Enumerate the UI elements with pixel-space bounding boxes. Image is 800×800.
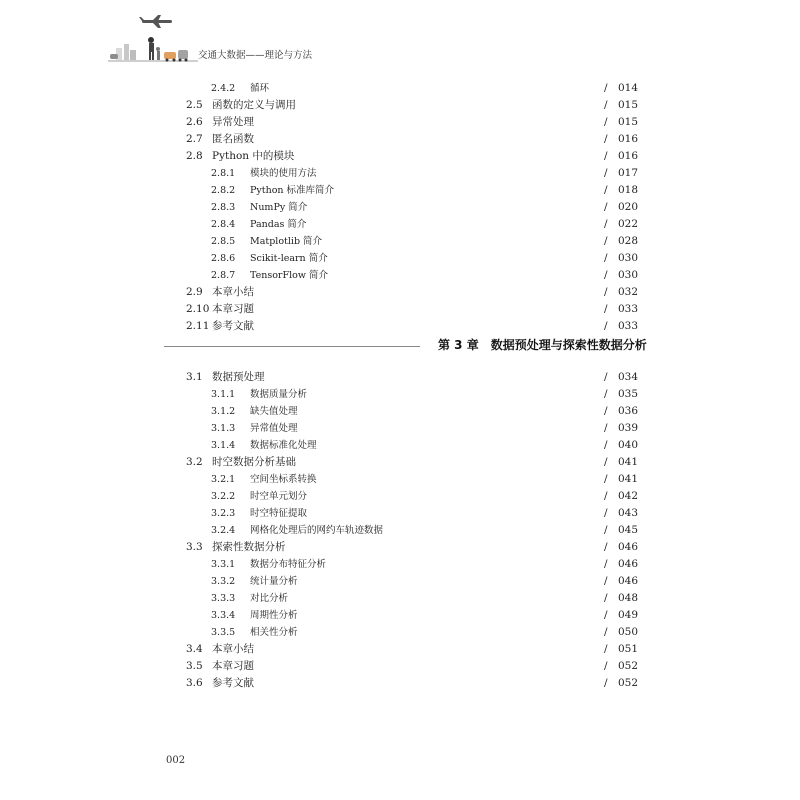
toc-entry-number: 3.2.2 <box>211 491 236 502</box>
toc-entry-title[interactable]: 缺失值处理 <box>250 406 298 417</box>
toc-entry-page: 030 <box>618 252 639 264</box>
toc-entry-title[interactable]: 空间坐标系转换 <box>250 474 317 485</box>
toc-entry-page: 049 <box>618 609 639 621</box>
toc-entry[interactable] <box>186 250 639 267</box>
toc-entry-title[interactable]: 本章小结 <box>212 286 254 298</box>
toc-entry-number: 2.8.4 <box>211 219 236 230</box>
toc-entry-number: 3.2.1 <box>211 474 236 485</box>
toc-entry[interactable] <box>186 624 639 641</box>
toc-separator: / <box>604 541 608 553</box>
toc-entry-title[interactable]: 相关性分析 <box>250 627 298 638</box>
toc-separator: / <box>604 371 608 383</box>
toc-entry-page: 028 <box>618 235 639 247</box>
toc-entry-title[interactable]: NumPy 简介 <box>250 202 308 213</box>
toc-entry[interactable] <box>186 539 639 556</box>
chapter-3-title[interactable]: 第 3 章 数据预处理与探索性数据分析 <box>438 338 647 352</box>
toc-entry-number: 2.8.1 <box>211 168 236 179</box>
toc-separator: / <box>604 388 608 400</box>
toc-entry[interactable] <box>186 182 639 199</box>
toc-entry-number: 3.2.4 <box>211 525 236 536</box>
toc-entry-page: 051 <box>618 643 639 655</box>
toc-entry[interactable] <box>186 675 639 692</box>
toc-entry-page: 018 <box>618 184 639 196</box>
toc-entry-title[interactable]: 数据标准化处理 <box>250 440 317 451</box>
toc-entry[interactable] <box>186 522 639 539</box>
toc-entry-title[interactable]: Matplotlib 简介 <box>250 236 323 247</box>
toc-entry-number: 2.6 <box>186 116 203 128</box>
toc-entry-title[interactable]: 探索性数据分析 <box>212 541 286 553</box>
toc-entry-number: 2.8.2 <box>211 185 236 196</box>
toc-entry-page: 017 <box>618 167 639 179</box>
toc-entry-number: 3.1.2 <box>211 406 236 417</box>
toc-separator: / <box>604 269 608 281</box>
toc-entry[interactable] <box>186 216 639 233</box>
toc-entry-number: 2.8.6 <box>211 253 236 264</box>
toc-entry-page: 036 <box>618 405 639 417</box>
toc-entry-page: 041 <box>618 456 639 468</box>
toc-entry[interactable] <box>186 641 639 658</box>
toc-entry-title[interactable]: Python 标准库简介 <box>250 185 335 196</box>
toc-entry-title[interactable]: 参考文献 <box>212 320 254 332</box>
toc-entry-title[interactable]: Scikit-learn 简介 <box>250 253 328 264</box>
toc-entry-number: 3.3.5 <box>211 627 236 638</box>
toc-entry[interactable] <box>186 199 639 216</box>
toc-entry[interactable] <box>186 131 639 148</box>
toc-entry-title[interactable]: Pandas 简介 <box>250 219 307 230</box>
toc-separator: / <box>604 167 608 179</box>
toc-entry[interactable] <box>186 454 639 471</box>
toc-entry[interactable] <box>186 301 639 318</box>
toc-entry-title[interactable]: 参考文献 <box>212 677 254 689</box>
toc-entry-number: 3.3.3 <box>211 593 236 604</box>
toc-separator: / <box>604 82 608 94</box>
toc-entry-number: 2.8.3 <box>211 202 236 213</box>
toc-entry-page: 039 <box>618 422 639 434</box>
toc-entry[interactable] <box>186 590 639 607</box>
toc-separator: / <box>604 592 608 604</box>
toc-entry-page: 040 <box>618 439 639 451</box>
toc-entry-title[interactable]: 异常值处理 <box>250 423 298 434</box>
toc-entry-number: 3.5 <box>186 660 203 672</box>
toc-separator: / <box>604 575 608 587</box>
toc-entry-page: 033 <box>618 320 639 332</box>
toc-entry-page: 046 <box>618 541 639 553</box>
toc-separator: / <box>604 320 608 332</box>
toc-entry-number: 3.1.4 <box>211 440 236 451</box>
toc-entry-number: 2.8 <box>186 150 203 162</box>
toc-entry-page: 050 <box>618 626 639 638</box>
toc-entry-page: 052 <box>618 660 639 672</box>
toc-entry-page: 030 <box>618 269 639 281</box>
toc-separator: / <box>604 456 608 468</box>
toc-entry-number: 2.11 <box>186 320 210 332</box>
toc-separator: / <box>604 252 608 264</box>
toc-separator: / <box>604 184 608 196</box>
toc-entry-number: 3.1.1 <box>211 389 236 400</box>
toc-separator: / <box>604 626 608 638</box>
toc-entry[interactable] <box>186 267 639 284</box>
toc-entry-title[interactable]: 数据质量分析 <box>250 389 308 400</box>
toc-entry-page: 016 <box>618 133 639 145</box>
toc-entry-page: 046 <box>618 558 639 570</box>
toc-entry[interactable] <box>186 369 639 386</box>
toc-entry-number: 3.6 <box>186 677 203 689</box>
toc-entry-number: 3.2 <box>186 456 203 468</box>
toc-entry-page: 043 <box>618 507 639 519</box>
toc-entry-number: 3.1 <box>186 371 203 383</box>
toc-separator: / <box>604 133 608 145</box>
toc-separator: / <box>604 439 608 451</box>
toc-entry-number: 3.3.1 <box>211 559 236 570</box>
toc-entry-title[interactable]: 匿名函数 <box>212 133 254 145</box>
toc-entry-page: 020 <box>618 201 639 213</box>
toc-entry-number: 3.3.4 <box>211 610 236 621</box>
toc-entry-page: 048 <box>618 592 639 604</box>
toc-entry[interactable] <box>186 80 639 97</box>
toc-entry-page: 015 <box>618 116 639 128</box>
toc-section-chapter-2 <box>186 80 639 335</box>
toc-entry-title[interactable]: 本章小结 <box>212 643 254 655</box>
toc-entry-number: 3.4 <box>186 643 203 655</box>
toc-entry-number: 3.2.3 <box>211 508 236 519</box>
toc-entry-page: 032 <box>618 286 639 298</box>
toc-separator: / <box>604 507 608 519</box>
toc-entry-number: 2.9 <box>186 286 203 298</box>
toc-entry-title[interactable]: 数据预处理 <box>212 371 265 383</box>
toc-entry[interactable] <box>186 233 639 250</box>
page-number: 002 <box>166 755 186 766</box>
toc-separator: / <box>604 116 608 128</box>
toc-separator: / <box>604 643 608 655</box>
toc-entry-page: 015 <box>618 99 639 111</box>
toc-entry[interactable] <box>186 403 639 420</box>
chapter-divider-line <box>164 346 420 347</box>
toc-entry-page: 035 <box>618 388 639 400</box>
toc-entry[interactable] <box>186 284 639 301</box>
toc-separator: / <box>604 218 608 230</box>
toc-entry-title[interactable]: 函数的定义与调用 <box>212 99 296 111</box>
toc-entry[interactable] <box>186 658 639 675</box>
toc-entry-title[interactable]: 本章习题 <box>212 660 254 672</box>
toc-entry-title[interactable]: Python 中的模块 <box>212 150 295 162</box>
toc-separator: / <box>604 473 608 485</box>
toc-separator: / <box>604 660 608 672</box>
toc-separator: / <box>604 677 608 689</box>
toc-entry[interactable] <box>186 573 639 590</box>
toc-entry[interactable] <box>186 488 639 505</box>
toc-entry-number: 2.5 <box>186 99 203 111</box>
toc-separator: / <box>604 150 608 162</box>
toc-entry-page: 042 <box>618 490 639 502</box>
toc-separator: / <box>604 303 608 315</box>
toc-entry[interactable] <box>186 386 639 403</box>
toc-entry-number: 2.8.7 <box>211 270 236 281</box>
traffic-illustration-icon <box>108 14 308 70</box>
toc-separator: / <box>604 558 608 570</box>
toc-entry-title[interactable]: 异常处理 <box>212 116 254 128</box>
toc-entry-number: 2.7 <box>186 133 203 145</box>
toc-separator: / <box>604 609 608 621</box>
toc-entry-page: 034 <box>618 371 639 383</box>
toc-entry-title[interactable]: 时空单元划分 <box>250 491 308 502</box>
toc-entry-page: 033 <box>618 303 639 315</box>
toc-entry-title[interactable]: 对比分析 <box>250 593 289 604</box>
toc-entry-title[interactable]: 周期性分析 <box>250 610 298 621</box>
toc-entry-title[interactable]: 循环 <box>250 83 270 94</box>
toc-entry-title[interactable]: 网格化处理后的网约车轨迹数据 <box>250 525 384 536</box>
toc-entry-page: 014 <box>618 82 639 94</box>
toc-separator: / <box>604 524 608 536</box>
toc-entry-number: 3.3.2 <box>211 576 236 587</box>
toc-entry[interactable] <box>186 556 639 573</box>
toc-entry[interactable] <box>186 165 639 182</box>
toc-section-chapter-3 <box>186 369 639 692</box>
toc-entry-page: 052 <box>618 677 639 689</box>
toc-separator: / <box>604 490 608 502</box>
toc-entry-title[interactable]: 本章习题 <box>212 303 254 315</box>
toc-separator: / <box>604 422 608 434</box>
toc-entry-title[interactable]: 时空数据分析基础 <box>212 456 296 468</box>
toc-entry-page: 016 <box>618 150 639 162</box>
chapter-heading <box>186 335 647 369</box>
toc-entry-title[interactable]: 统计量分析 <box>250 576 298 587</box>
header-illustration <box>108 14 308 70</box>
toc-entry[interactable] <box>186 471 639 488</box>
toc-entry-number: 2.10 <box>186 303 210 315</box>
toc-entry[interactable] <box>186 437 639 454</box>
toc-entry-page: 045 <box>618 524 639 536</box>
toc-entry-title[interactable]: 数据分布特征分析 <box>250 559 327 570</box>
toc-entry-page: 041 <box>618 473 639 485</box>
toc-entry-title[interactable]: 模块的使用方法 <box>250 168 317 179</box>
toc-entry-page: 046 <box>618 575 639 587</box>
toc-entry[interactable] <box>186 505 639 522</box>
toc-entry-number: 2.8.5 <box>211 236 236 247</box>
toc-separator: / <box>604 235 608 247</box>
toc-entry[interactable] <box>186 148 639 165</box>
toc-separator: / <box>604 201 608 213</box>
toc-entry[interactable] <box>186 607 639 624</box>
table-of-contents <box>186 80 647 692</box>
toc-entry[interactable] <box>186 114 639 131</box>
toc-entry[interactable] <box>186 97 639 114</box>
toc-separator: / <box>604 286 608 298</box>
book-title: 交通大数据——理论与方法 <box>198 50 313 61</box>
toc-entry-page: 022 <box>618 218 639 230</box>
toc-entry-number: 2.4.2 <box>211 83 236 94</box>
toc-entry-number: 3.3 <box>186 541 203 553</box>
toc-entry-title[interactable]: TensorFlow 简介 <box>250 270 328 281</box>
toc-entry-title[interactable]: 时空特征提取 <box>250 508 308 519</box>
toc-separator: / <box>604 99 608 111</box>
toc-entry[interactable] <box>186 420 639 437</box>
toc-entry-number: 3.1.3 <box>211 423 236 434</box>
toc-separator: / <box>604 405 608 417</box>
toc-entry[interactable] <box>186 318 639 335</box>
